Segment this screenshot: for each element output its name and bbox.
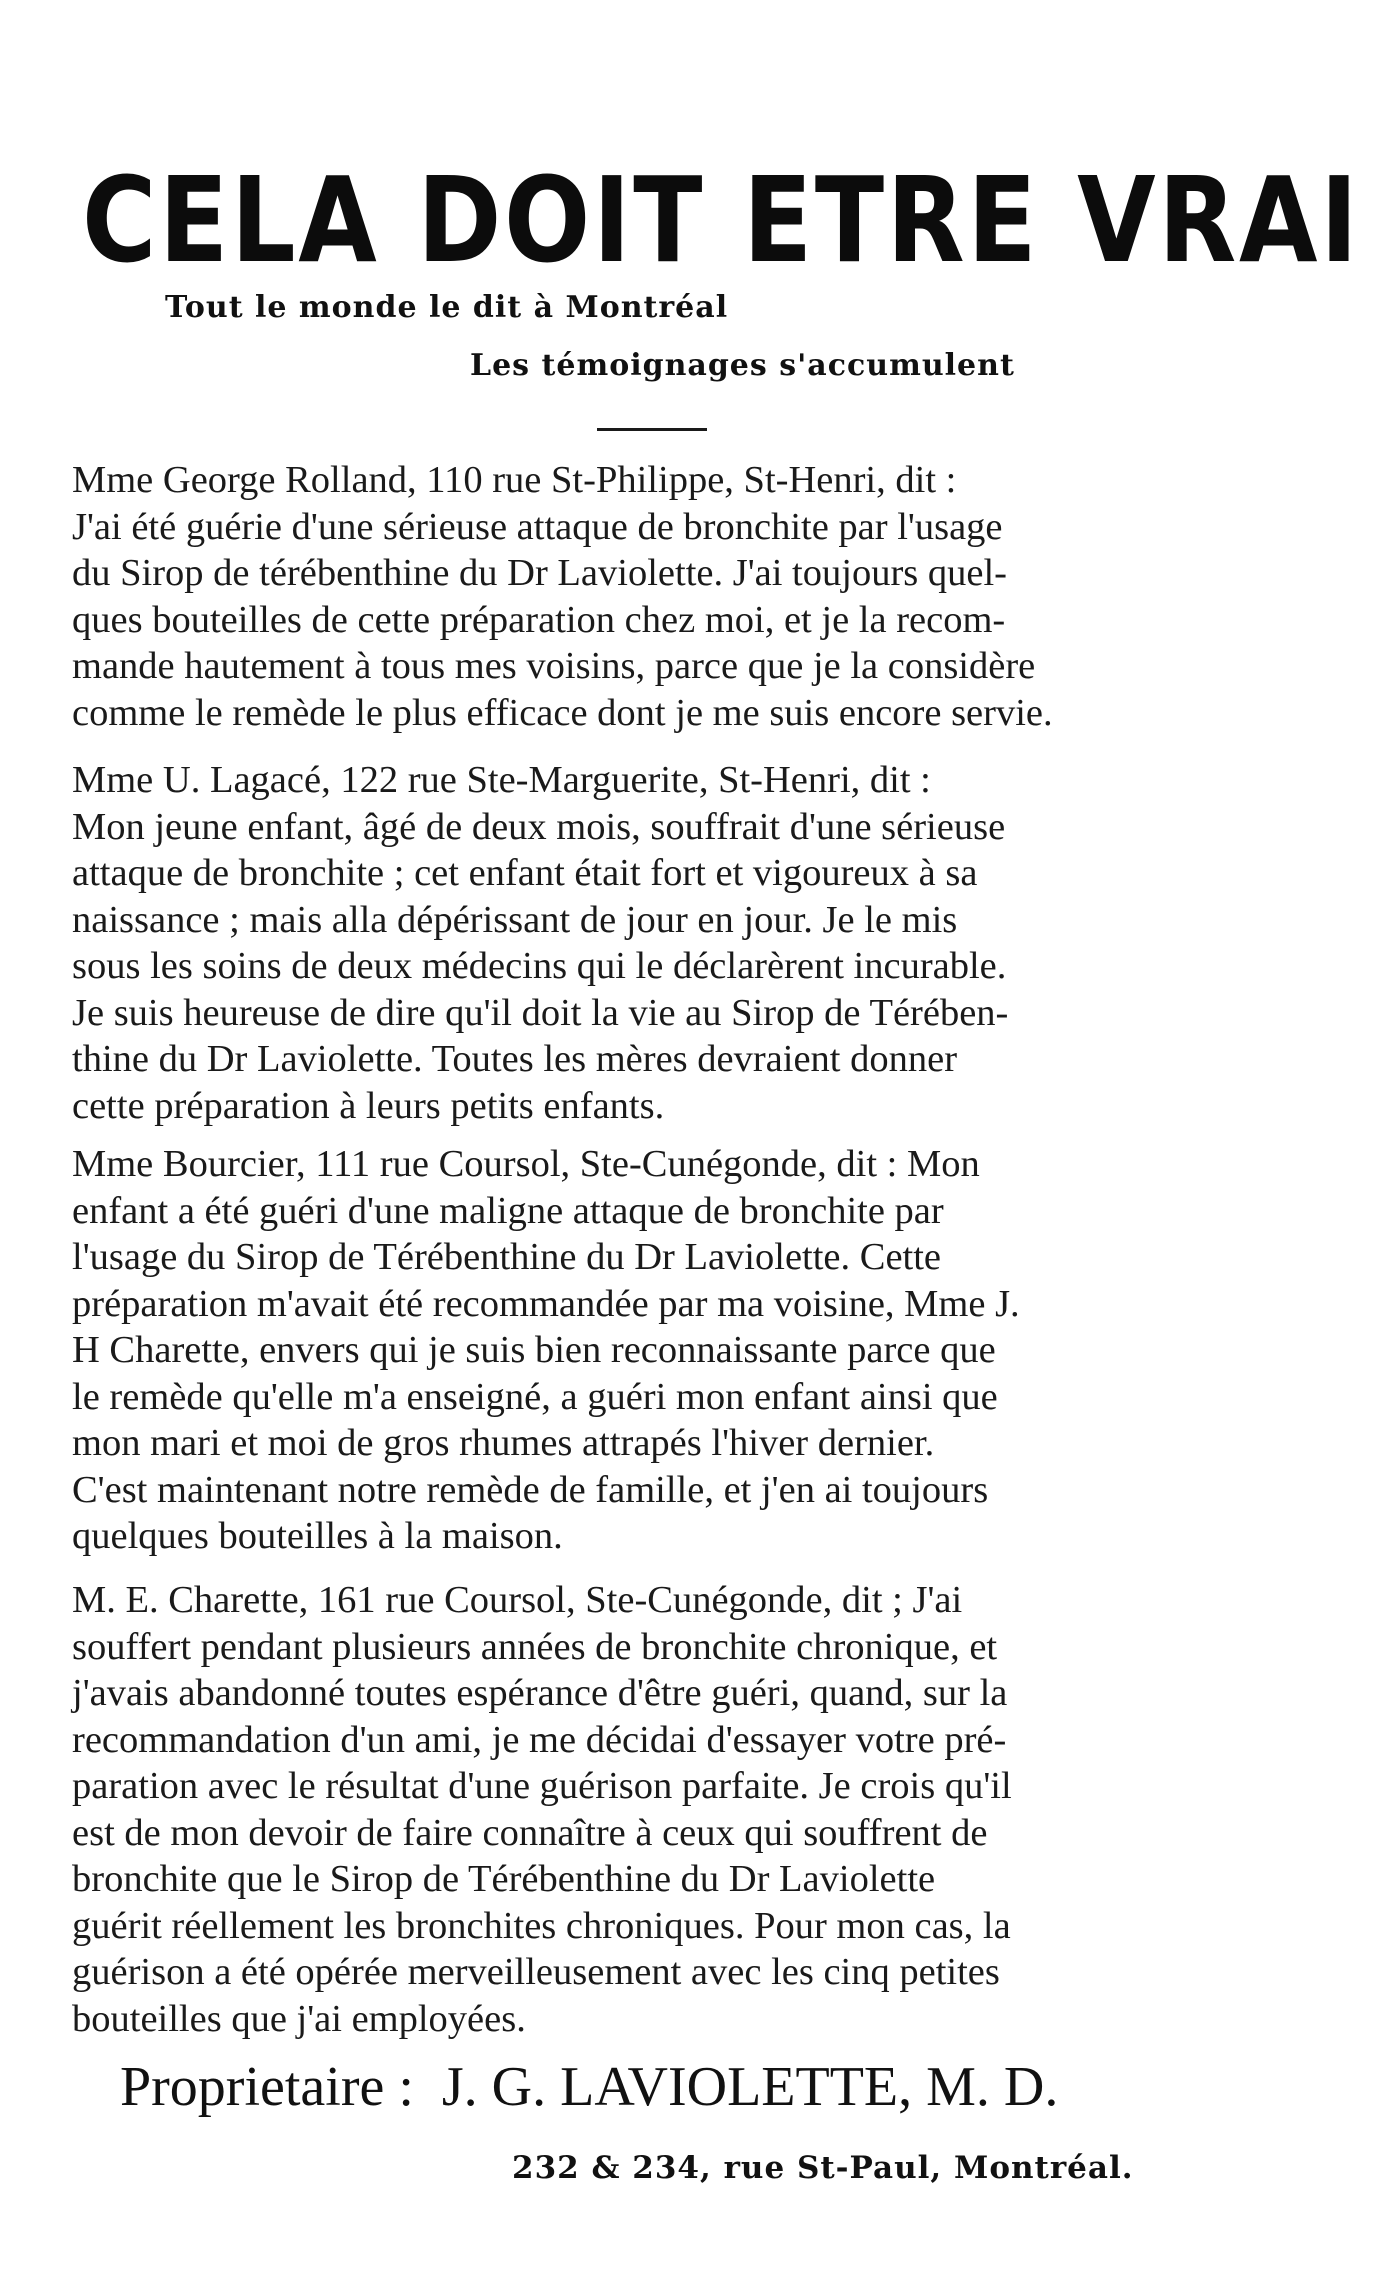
- text-line: Mon jeune enfant, âgé de deux mois, souffrait d'une sérieuse: [72, 805, 1006, 848]
- text-line: comme le remède le plus efficace dont je me suis encore servie.: [72, 691, 1053, 734]
- text-line: paration avec le résultat d'une guérison parfaite. Je crois qu'il: [72, 1765, 1012, 1807]
- text-line: M. E. Charette, 161 rue Coursol, Ste-Cunégonde, dit ; J'ai: [72, 1579, 963, 1621]
- text-line: Mme Bourcier, 111 rue Coursol, Ste-Cunégonde, dit : Mon: [72, 1143, 980, 1185]
- text-line: l'usage du Sirop de Térébenthine du Dr Laviolette. Cette: [72, 1236, 942, 1278]
- text-line: recommandation d'un ami, je me décidai d'essayer votre pré-: [72, 1718, 1007, 1761]
- testimonial-bourcier: [72, 1141, 1257, 1560]
- text-line: guérison a été opérée merveilleusement avec les cinq petites: [72, 1951, 1000, 1993]
- proprietor-label: Proprietaire :: [120, 2056, 414, 2118]
- proprietor-name: J. G. LAVIOLETTE, M. D.: [441, 2056, 1059, 2118]
- subtitle-montreal: Tout le monde le dit à Montréal: [165, 290, 729, 325]
- text-line: H Charette, envers qui je suis bien reconnaissante parce que: [72, 1329, 996, 1371]
- testimonial-lagace: [72, 757, 1257, 1129]
- text-line: thine du Dr Laviolette. Toutes les mères devraient donner: [72, 1038, 958, 1080]
- text-line: attaque de bronchite ; cet enfant était fort et vigoureux à sa: [72, 852, 978, 894]
- text-line: sous les soins de deux médecins qui le déclarèrent incurable.: [72, 945, 1007, 987]
- text-line: mande hautement à tous mes voisins, parce que je la considère: [72, 645, 1036, 687]
- testimonial-charette: [72, 1577, 1257, 2042]
- text-line: du Sirop de térébenthine du Dr Laviolette. J'ai toujours quel-: [72, 552, 1007, 594]
- text-line: Je suis heureuse de dire qu'il doit la vie au Sirop de Térében-: [72, 991, 1009, 1034]
- text-line: ques bouteilles de cette préparation chez moi, et je la recom-: [72, 598, 1006, 641]
- text-line: cette préparation à leurs petits enfants.: [72, 1084, 665, 1127]
- text-line: le remède qu'elle m'a enseigné, a guéri mon enfant ainsi que: [72, 1375, 998, 1418]
- text-line: préparation m'avait été recommandée par ma voisine, Mme J.: [72, 1282, 1020, 1325]
- text-line: quelques bouteilles à la maison.: [72, 1515, 563, 1557]
- text-line: bouteilles que j'ai employées.: [72, 1997, 526, 2040]
- text-line: J'ai été guérie d'une sérieuse attaque de bronchite par l'usage: [72, 505, 1003, 548]
- text-line: souffert pendant plusieurs années de bronchite chronique, et: [72, 1625, 998, 1668]
- subtitle-testimonials: Les témoignages s'accumulent: [470, 348, 1015, 383]
- text-line: bronchite que le Sirop de Térébenthine du Dr Laviolette: [72, 1858, 936, 1900]
- text-line: C'est maintenant notre remède de famille, et j'en ai toujours: [72, 1468, 989, 1511]
- text-line: naissance ; mais alla dépérissant de jour en jour. Je le mis: [72, 898, 958, 941]
- text-line: Mme U. Lagacé, 122 rue Ste-Marguerite, St-Henri, dit :: [72, 759, 931, 801]
- address: 232 & 234, rue St-Paul, Montréal.: [512, 2150, 1134, 2186]
- testimonial-rolland: [72, 457, 1257, 736]
- proprietor-line: [120, 2055, 1072, 2119]
- text-line: est de mon devoir de faire connaître à ceux qui souffrent de: [72, 1811, 988, 1854]
- text-line: j'avais abandonné toutes espérance d'être guéri, quand, sur la: [72, 1672, 1008, 1714]
- text-line: enfant a été guéri d'une maligne attaque de bronchite par: [72, 1189, 944, 1232]
- text-line: Mme George Rolland, 110 rue St-Philippe, St-Henri, dit :: [72, 459, 957, 501]
- text-line: guérit réellement les bronchites chroniques. Pour mon cas, la: [72, 1904, 1011, 1947]
- divider-rule: [597, 428, 707, 431]
- headline: CELA DOIT ETRE VRAI: [82, 151, 1361, 289]
- text-line: mon mari et moi de gros rhumes attrapés l'hiver dernier.: [72, 1422, 935, 1464]
